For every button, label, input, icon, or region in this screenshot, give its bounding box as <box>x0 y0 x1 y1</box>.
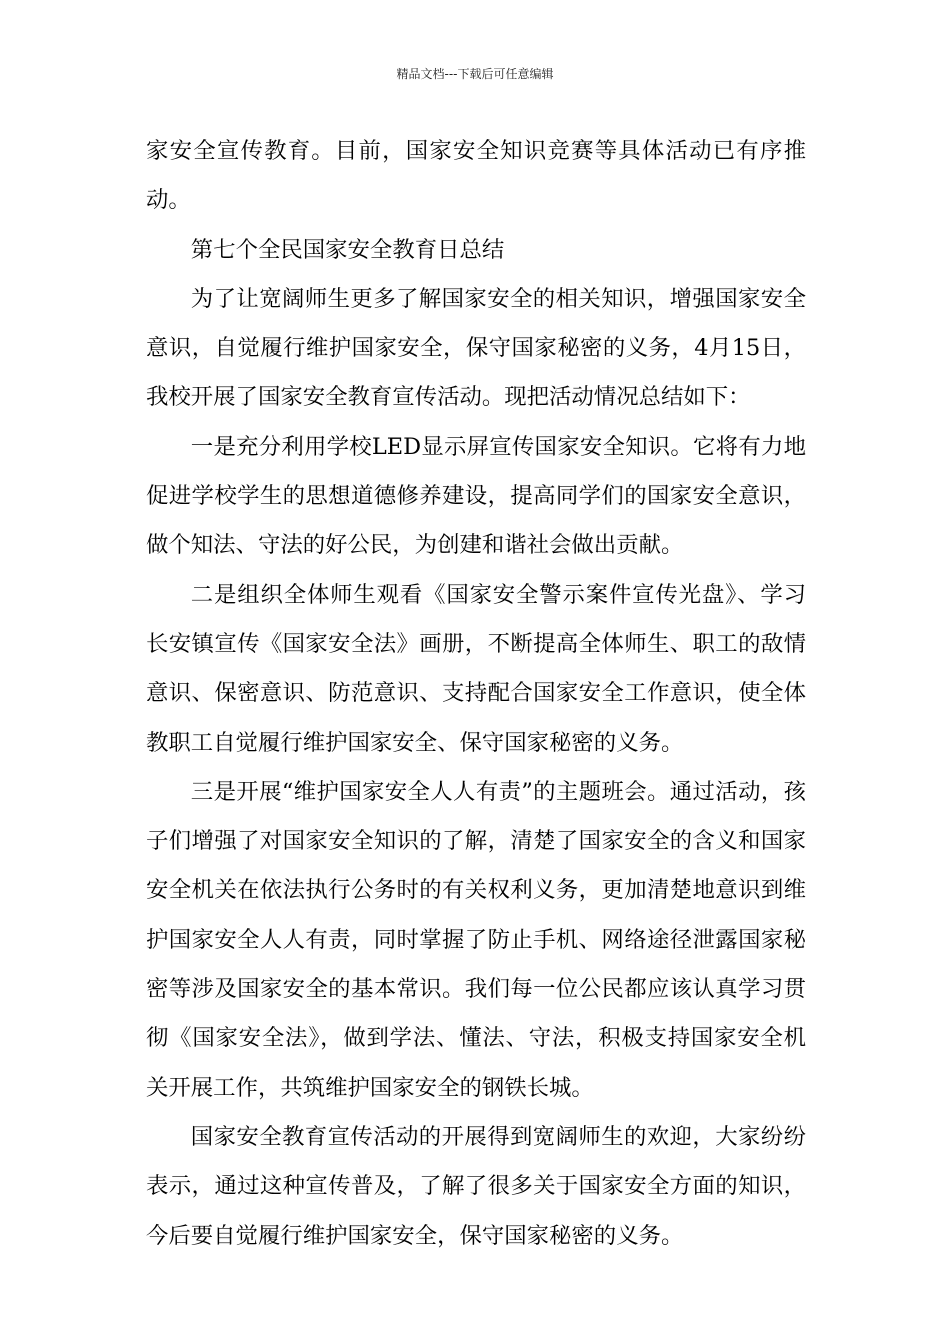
section-title: 第七个全民国家安全教育日总结 <box>190 236 505 263</box>
paragraph-conclusion: 国家安全教育宣传活动的开展得到宽阔师生的欢迎，大家纷纷表示，通过这种宣传普及，了解了很多关于国家安全方面的知识，今后要自觉履行维护国家安全，保守国家秘密的义务。 <box>146 1123 806 1249</box>
paragraph-intro: 为了让宽阔师生更多了解国家安全的相关知识，增强国家安全意识，自觉履行维护国家安全，保守国家秘密的义务，4月15日，我校开展了国家安全教育宣传活动。现把活动情况总结如下： <box>146 285 806 411</box>
paragraph-point-three: 三是开展“维护国家安全人人有责”的主题班会。通过活动，孩子们增强了对国家安全知识的了解，清楚了国家安全的含义和国家安全机关在依法执行公务时的有关权利义务，更加清楚地意识到维护国家安全人人有责，同时掌握了防止手机、网络途径泄露国家秘密等涉及国家安全的基本常识。我们每一位公民都应该认真学习贯彻《国家安全法》，做到学法、懂法、守法，积极支持国家安全机关开展工作，共筑维护国家安全的钢铁长城。 <box>146 778 806 1101</box>
paragraph-continuation: 家安全宣传教育。目前，国家安全知识竞赛等具体活动已有序推动。 <box>146 138 806 214</box>
paragraph-point-two: 二是组织全体师生观看《国家安全警示案件宣传光盘》、学习长安镇宣传《国家安全法》画册，不断提高全体师生、职工的敌情意识、保密意识、防范意识、支持配合国家安全工作意识，使全体教职工自觉履行维护国家安全、保守国家秘密的义务。 <box>146 581 806 756</box>
page-header: 精品文档---下载后可任意编辑 <box>396 67 554 81</box>
paragraph-point-one: 一是充分利用学校LED显示屏宣传国家安全知识。它将有力地促进学校学生的思想道德修养建设，提高同学们的国家安全意识，做个知法、守法的好公民，为创建和谐社会做出贡献。 <box>146 433 806 559</box>
document-body <box>146 127 806 1261</box>
